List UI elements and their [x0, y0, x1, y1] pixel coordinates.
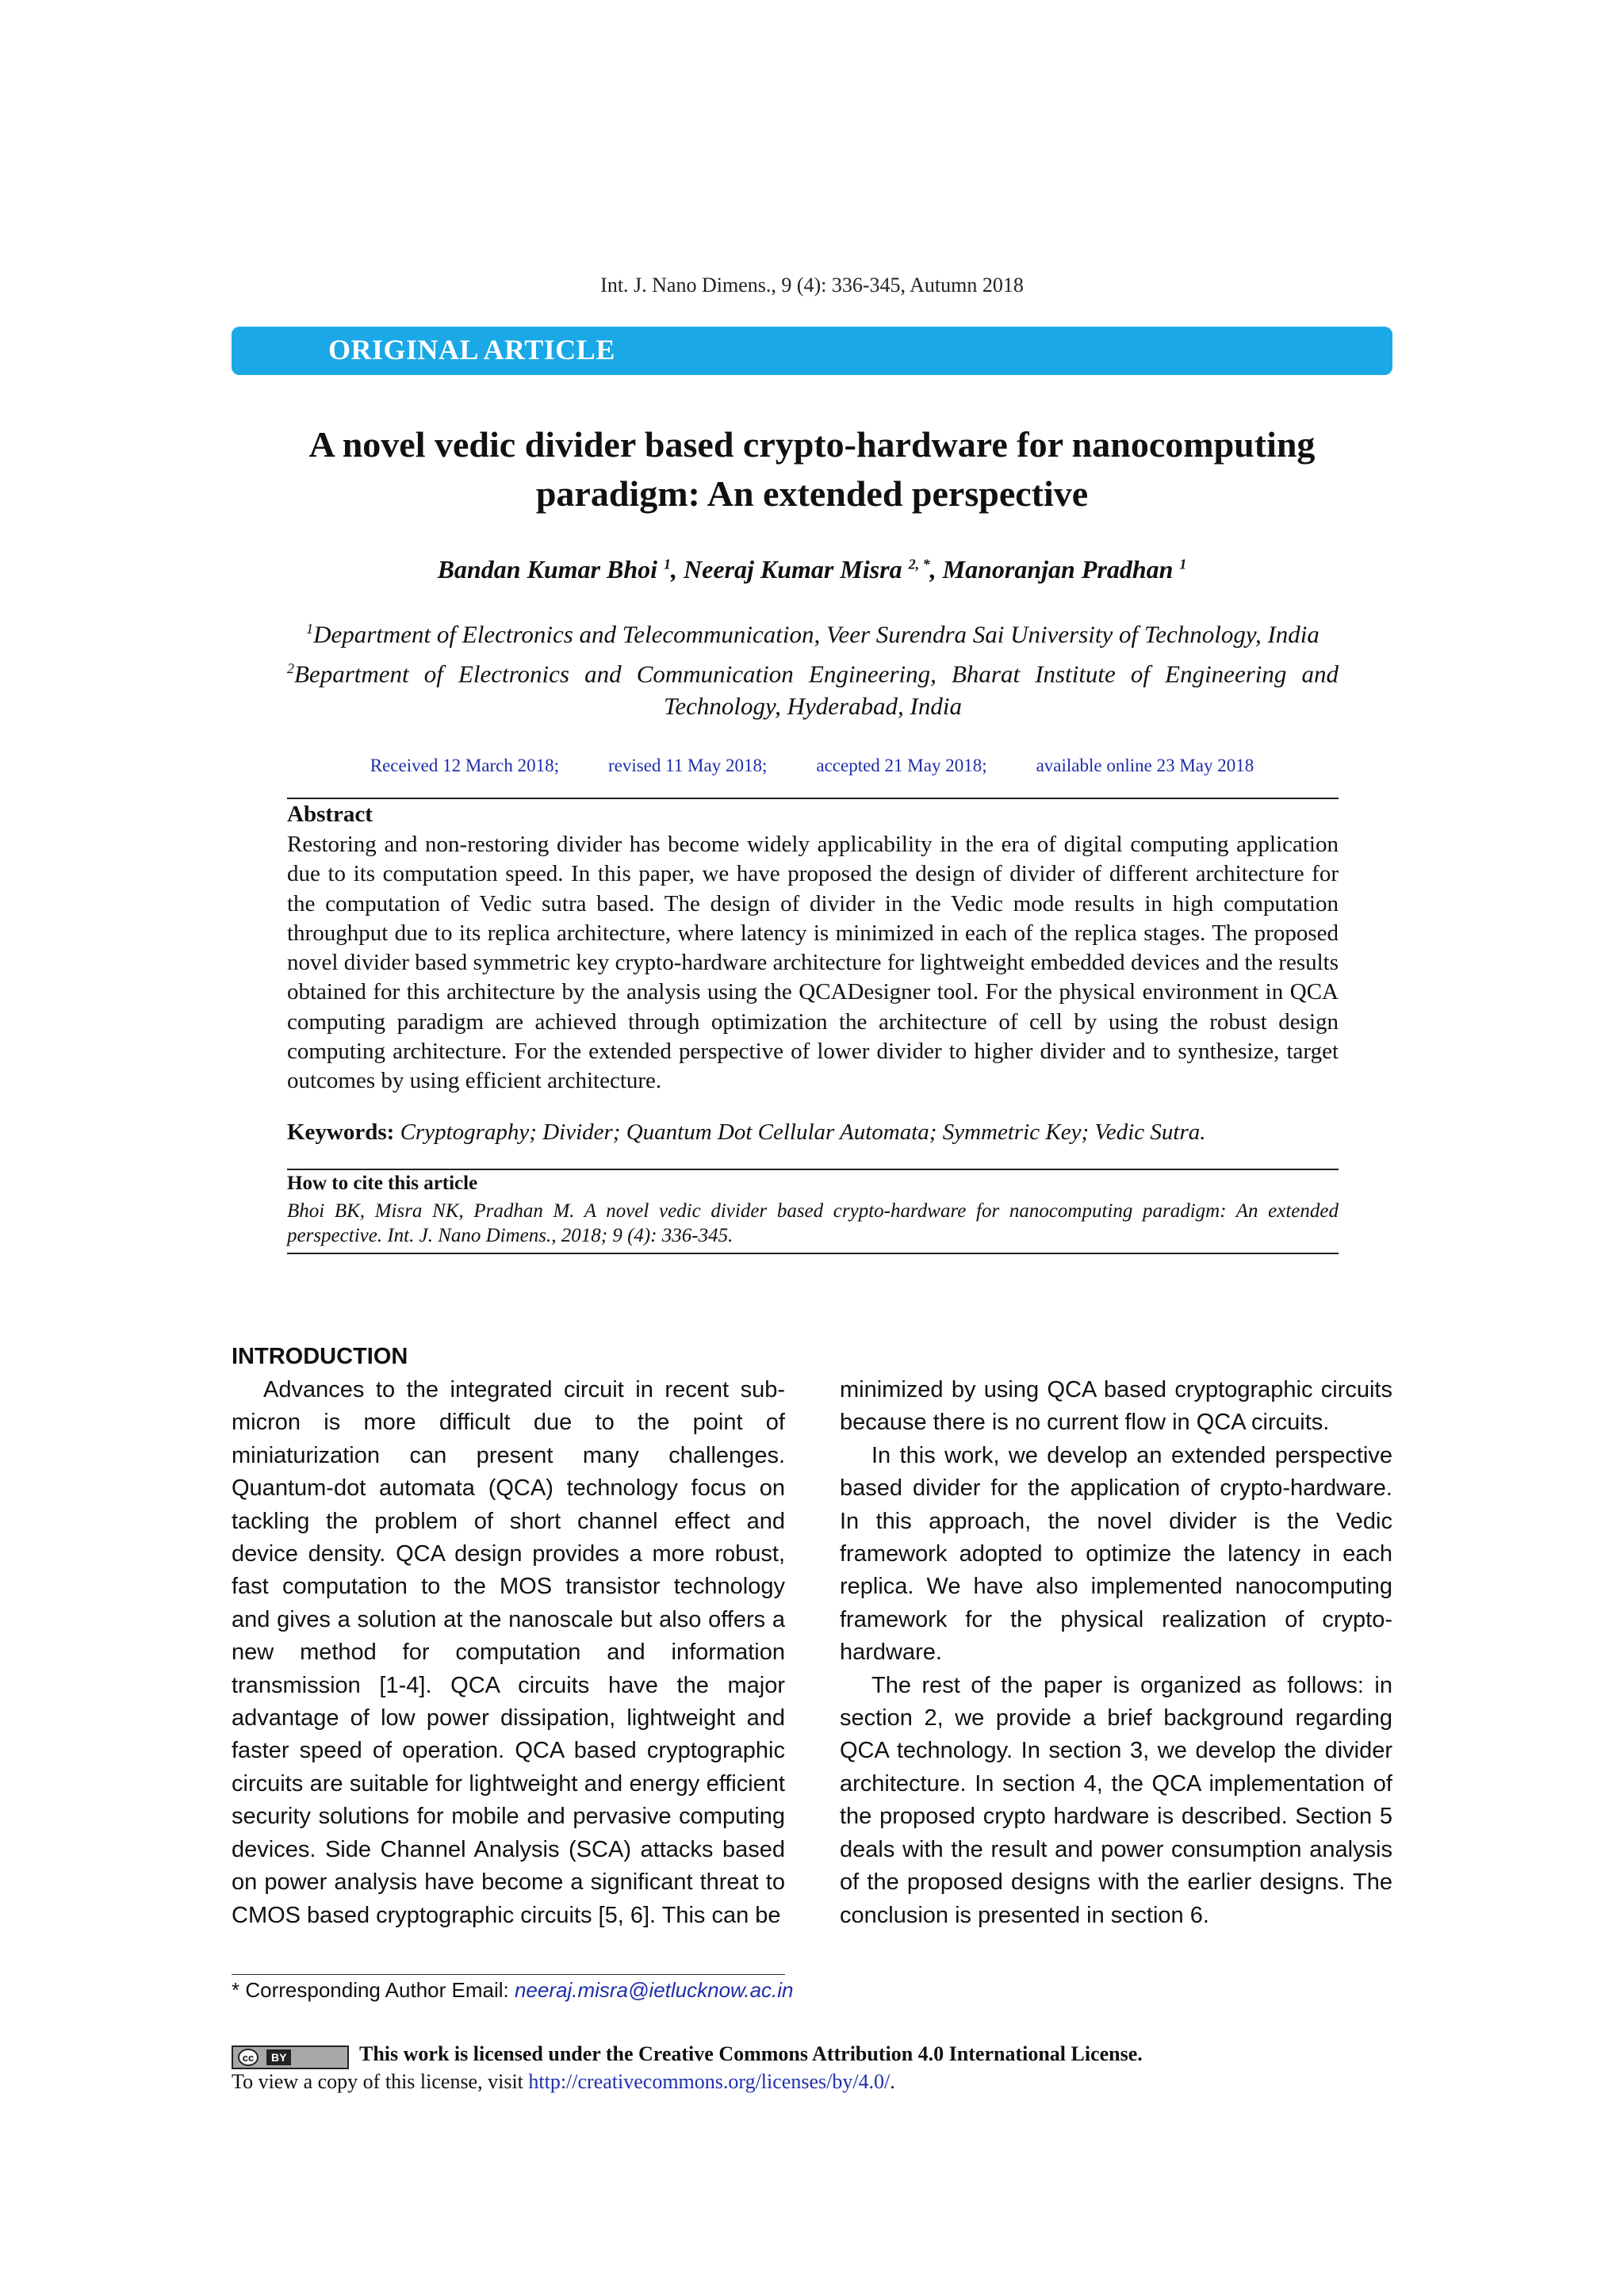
- intro-paragraph-3: The rest of the paper is organized as follows: in section 2, we provide a brief background regarding QCA technology. In section 3, we develop the divider architecture. In section 4, the QCA implementation of the proposed crypto hardware is described. Section 5 deals with the result and power consumption analysis of the proposed designs with the earlier designs. The conclusion is presented in section 6.: [840, 1672, 1392, 1928]
- author-list: [238, 555, 1386, 584]
- keywords-value: Cryptography; Divider; Quantum Dot Cellular Automata; Symmetric Key; Vedic Sutra.: [394, 1119, 1206, 1145]
- cite-bottom-rule: [287, 1253, 1339, 1254]
- affiliation-1-mark: 1: [306, 621, 314, 637]
- footnote-rule: [232, 1974, 785, 1975]
- accepted-date: accepted 21 May 2018;: [816, 756, 987, 775]
- article-history-dates: [238, 756, 1386, 776]
- abstract-heading: Abstract: [287, 802, 373, 827]
- journal-citation-header: Int. J. Nano Dimens., 9 (4): 336-345, Autumn 2018: [600, 274, 1024, 297]
- cite-body: Bhoi BK, Misra NK, Pradhan M. A novel vedic divider based crypto-hardware for nanocomputing paradigm: An extended perspective. Int. J. Nano Dimens., 2018; 9 (4): 336-345.: [287, 1200, 1339, 1246]
- article-type-label: ORIGINAL ARTICLE: [328, 334, 615, 365]
- left-column: [232, 1374, 785, 1932]
- cite-heading: How to cite this article: [287, 1173, 478, 1194]
- license-link-line: [232, 2070, 895, 2094]
- author-3-affiliation-mark: 1: [1179, 556, 1187, 572]
- license-statement: This work is licensed under the Creative Commons Attribution 4.0 International License.: [359, 2042, 1143, 2065]
- affiliation-2: [287, 652, 1339, 722]
- author-2-affiliation-mark: 2, *: [908, 556, 930, 572]
- revised-date: revised 11 May 2018;: [607, 756, 768, 775]
- keywords: [287, 1119, 1339, 1146]
- corresponding-author-footnote: [232, 1978, 794, 2003]
- intro-paragraph-2: In this work, we develop an extended perspective based divider for the application of crypto-hardware. In this approach, the novel divider is the Vedic framework adopted to optimize the latency in each replica. We have also implemented nanocomputing framework for the physical realization of crypto-hardware.: [840, 1442, 1392, 1666]
- online-date: available online 23 May 2018: [1036, 756, 1254, 775]
- footnote-label: * Corresponding Author Email:: [232, 1978, 515, 2002]
- author-email-link[interactable]: neeraj.misra@ietlucknow.ac.in: [514, 1978, 794, 2002]
- paper-title: [238, 420, 1386, 519]
- author-2: , Neeraj Kumar Misra: [671, 555, 909, 584]
- article-type-banner: [232, 327, 1392, 375]
- license-url-link[interactable]: http://creativecommons.org/licenses/by/4.0/: [528, 2070, 891, 2093]
- keywords-label: Keywords:: [287, 1119, 395, 1145]
- license-line-prefix: To view a copy of this license, visit: [232, 2070, 529, 2093]
- title-line-2: paradigm: An extended perspective: [535, 473, 1089, 514]
- cc-by-badge: [232, 2045, 349, 2069]
- introduction-heading: INTRODUCTION: [232, 1344, 408, 1369]
- abstract-body: Restoring and non-restoring divider has become widely applicability in the era of digital computing application due to its computation speed. In this paper, we have proposed the design of divider of different architecture for the computation of Vedic sutra based. The design of divider in the Vedic mode results in high computation throughput due to its replica architecture, where latency is minimized in each of the replica stages. The proposed novel divider based symmetric key crypto-hardware architecture for lightweight embedded devices and the results obtained for this architecture by the analysis using the QCADesigner tool. For the physical environment in QCA computing paradigm are achieved through optimization the architecture of cell by using the robust design computing architecture. For the extended perspective of lower divider to higher divider and to synthesize, target outcomes by using efficient architecture.: [287, 832, 1339, 1094]
- affiliation-2-text: Bepartment of Electronics and Communication Engineering, Bharat Institute of Engineering and Technology, Hyderabad, India: [294, 660, 1339, 721]
- received-date: Received 12 March 2018;: [370, 756, 559, 775]
- intro-paragraph-1: Advances to the integrated circuit in recent sub-micron is more difficult due to the point of miniaturization can present many challenges. Quantum-dot automata (QCA) technology focus on tackling the problem of short channel effect and device density. QCA design provides a more robust, fast computation to the MOS transistor technology and gives a solution at the nanoscale but also offers a new method for computation and information transmission [1-4]. QCA circuits have the major advantage of low power dissipation, lightweight and faster speed of operation. QCA based cryptographic circuits are suitable for lightweight and energy efficient security solutions for mobile and pervasive computing devices. Side Channel Analysis (SCA) attacks based on power analysis have become a significant threat to CMOS based cryptographic circuits [5, 6]. This can be: [232, 1377, 785, 1928]
- author-3: , Manoranjan Pradhan: [929, 555, 1180, 584]
- right-column: [840, 1374, 1392, 1932]
- cite-top-rule: [287, 1169, 1339, 1170]
- affiliation-1: [287, 613, 1339, 650]
- license-line-suffix: .: [890, 2070, 895, 2093]
- affiliation-2-mark: 2: [287, 660, 294, 676]
- by-icon: BY: [266, 2049, 291, 2065]
- intro-paragraph-continued: minimized by using QCA based cryptographic circuits because there is no current flow in QCA circuits.: [840, 1377, 1392, 1436]
- title-line-1: A novel vedic divider based crypto-hardware for nanocomputing: [308, 424, 1316, 465]
- abstract-top-rule: [287, 798, 1339, 799]
- author-1: Bandan Kumar Bhoi: [437, 555, 665, 584]
- author-1-affiliation-mark: 1: [664, 556, 672, 572]
- affiliation-1-text: Department of Electronics and Telecommunication, Veer Surendra Sai University of Technology, India: [313, 620, 1320, 649]
- cc-icon: cc: [238, 2049, 259, 2066]
